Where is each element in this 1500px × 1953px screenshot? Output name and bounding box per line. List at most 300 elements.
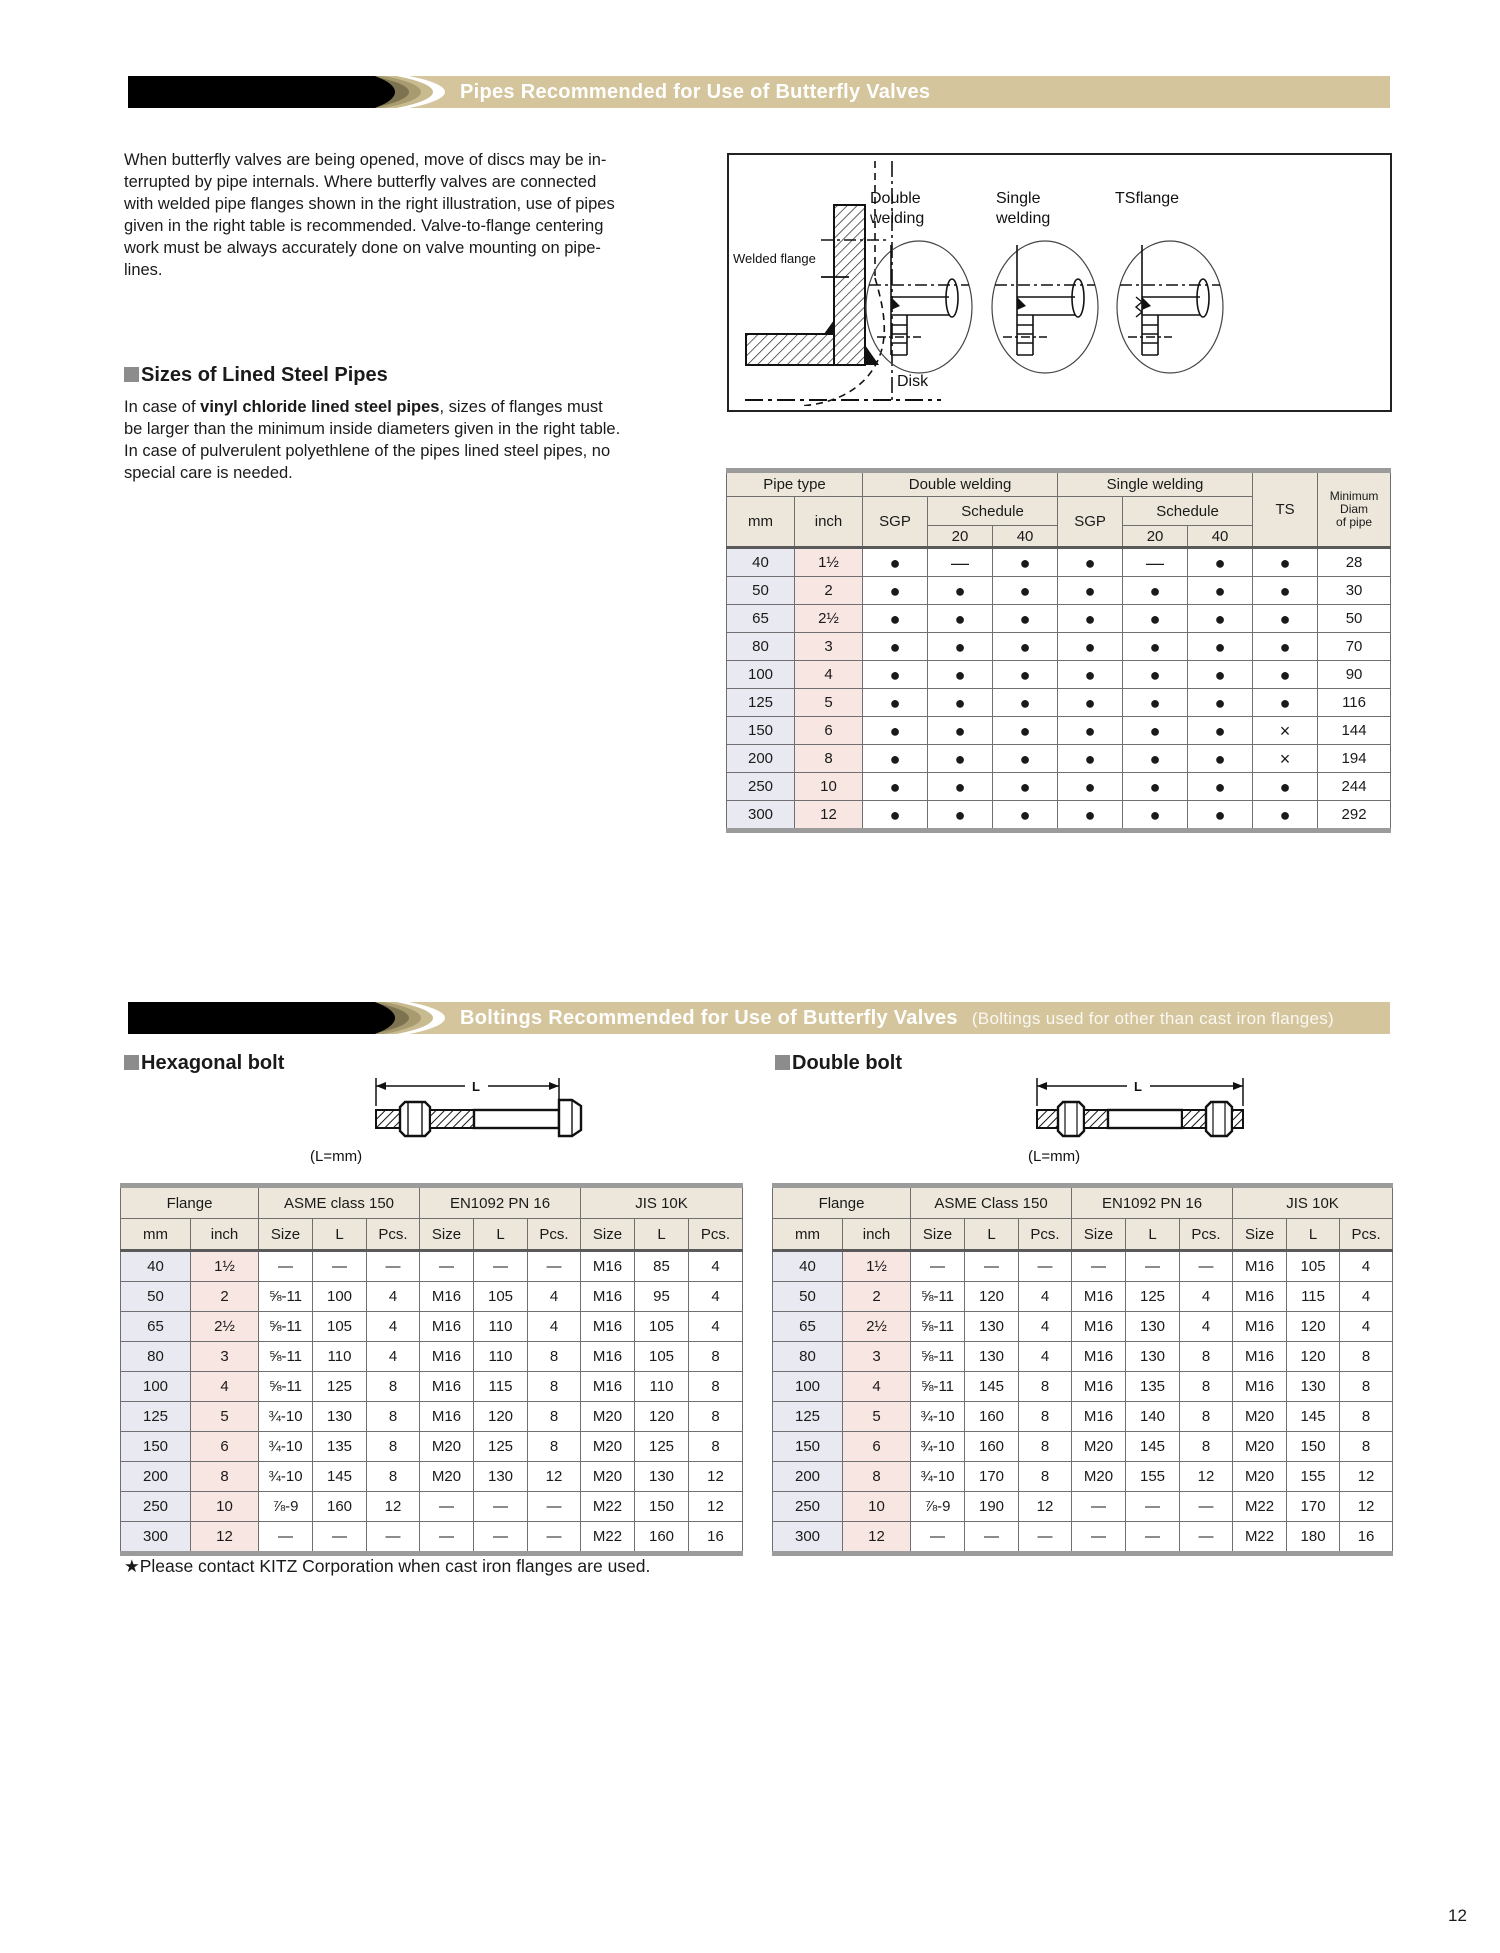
table-cell: ● — [1188, 548, 1253, 577]
paragraph-line: work must be always accurately done on valve mounting on pipe- — [124, 239, 601, 257]
double-welding-label: welding — [870, 210, 925, 227]
table-cell: — — [1123, 548, 1188, 577]
table-cell: 150 — [727, 717, 795, 745]
table-cell: 150 — [121, 1432, 191, 1462]
table-cell: — — [911, 1522, 965, 1554]
table-cell: 16 — [1340, 1522, 1393, 1554]
table-cell: 50 — [121, 1282, 191, 1312]
col-header-pcs: Pcs. — [1340, 1219, 1393, 1251]
table-cell: ● — [863, 633, 928, 661]
table-cell: 10 — [795, 773, 863, 801]
table-cell: — — [965, 1522, 1019, 1554]
table-cell: 4 — [1180, 1312, 1233, 1342]
table-cell: 155 — [1126, 1462, 1180, 1492]
table-cell: 300 — [773, 1522, 843, 1554]
table-row — [121, 1432, 743, 1462]
table-cell: M16 — [420, 1342, 474, 1372]
heading-text: Double bolt — [792, 1052, 902, 1074]
table-cell: 4 — [1180, 1282, 1233, 1312]
col-header-size: Size — [1072, 1219, 1126, 1251]
table-cell: 80 — [773, 1342, 843, 1372]
col-header-min-diam: Minimum Diam of pipe — [1318, 471, 1391, 548]
table-cell: ● — [1123, 633, 1188, 661]
col-header-mm: mm — [121, 1219, 191, 1251]
table-cell: ● — [1188, 717, 1253, 745]
table-cell: ● — [1188, 745, 1253, 773]
table-cell: 115 — [474, 1372, 528, 1402]
table-row — [773, 1432, 1393, 1462]
table-cell: — — [367, 1251, 420, 1282]
table-cell: 8 — [528, 1342, 581, 1372]
table-cell: 4 — [528, 1312, 581, 1342]
table-cell: 30 — [1318, 577, 1391, 605]
table-cell: ● — [928, 717, 993, 745]
table-cell: 5 — [843, 1402, 911, 1432]
col-header-asme: ASME class 150 — [259, 1186, 420, 1219]
table-cell: 3 — [843, 1342, 911, 1372]
table-cell: 120 — [1287, 1312, 1340, 1342]
table-cell: ● — [1188, 605, 1253, 633]
table-cell: 130 — [1126, 1312, 1180, 1342]
table-cell: ● — [1123, 661, 1188, 689]
table-cell: 170 — [1287, 1492, 1340, 1522]
table-cell: 145 — [965, 1372, 1019, 1402]
paragraph-line: given in the right table is recommended. Valve-to-flange centering — [124, 217, 604, 235]
table-row — [121, 1342, 743, 1372]
paragraph-line: When butterfly valves are being opened, move of discs may be in- — [124, 151, 607, 169]
col-header-sgp: SGP — [863, 497, 928, 548]
table-cell: 4 — [689, 1312, 743, 1342]
col-header-l: L — [474, 1219, 528, 1251]
table-cell: ● — [993, 801, 1058, 831]
table-cell: 100 — [773, 1372, 843, 1402]
table-cell: ● — [863, 801, 928, 831]
table-cell: ● — [1058, 689, 1123, 717]
col-header-20: 20 — [928, 526, 993, 548]
dim-label: L — [472, 1079, 480, 1094]
table-cell: 4 — [1019, 1312, 1072, 1342]
col-header-l: L — [965, 1219, 1019, 1251]
table-cell: ● — [993, 745, 1058, 773]
paragraph-line: lines. — [124, 261, 163, 279]
single-welding-circle — [992, 241, 1098, 373]
table-cell: 120 — [635, 1402, 689, 1432]
table-cell: M16 — [1233, 1282, 1287, 1312]
table-cell: 120 — [1287, 1342, 1340, 1372]
table-cell: ● — [1188, 577, 1253, 605]
table-cell: ⅝-11 — [259, 1372, 313, 1402]
table-row — [773, 1522, 1393, 1554]
table-cell: 115 — [1287, 1282, 1340, 1312]
table-cell: M16 — [1072, 1312, 1126, 1342]
table-cell: 116 — [1318, 689, 1391, 717]
table-cell: — — [420, 1251, 474, 1282]
table-row — [121, 1462, 743, 1492]
banner-boltings-section — [128, 1002, 1390, 1034]
pipes-table — [726, 468, 1391, 833]
table-cell: — — [1180, 1522, 1233, 1554]
table-cell: 145 — [1287, 1402, 1340, 1432]
table-cell: 150 — [1287, 1432, 1340, 1462]
table-cell: ● — [993, 548, 1058, 577]
col-header-inch: inch — [843, 1219, 911, 1251]
col-header-mm: mm — [773, 1219, 843, 1251]
table-cell: 3 — [191, 1342, 259, 1372]
col-header-pipe-type: Pipe type — [727, 471, 863, 497]
table-cell: 130 — [474, 1462, 528, 1492]
double-welding-label: Double — [870, 190, 921, 207]
table-cell: M20 — [581, 1462, 635, 1492]
hexagonal-bolt-table — [120, 1183, 743, 1556]
pipes-table-container — [726, 468, 1391, 833]
table-cell: ⅝-11 — [259, 1342, 313, 1372]
table-cell: M20 — [1072, 1462, 1126, 1492]
hexagonal-bolt-diagram — [368, 1076, 584, 1148]
table-cell: — — [528, 1522, 581, 1554]
table-cell: M20 — [1233, 1462, 1287, 1492]
table-cell: 194 — [1318, 745, 1391, 773]
table-cell: — — [474, 1251, 528, 1282]
table-cell: 125 — [635, 1432, 689, 1462]
table-cell: M22 — [1233, 1492, 1287, 1522]
col-header-20: 20 — [1123, 526, 1188, 548]
table-cell: M16 — [1233, 1312, 1287, 1342]
single-welding-label: welding — [996, 210, 1051, 227]
footnote: ★Please contact KITZ Corporation when cast iron flanges are used. — [124, 1556, 651, 1576]
table-row — [773, 1282, 1393, 1312]
table-cell: 65 — [773, 1312, 843, 1342]
table-cell: 8 — [1180, 1402, 1233, 1432]
table-cell: 1½ — [191, 1251, 259, 1282]
table-row — [727, 717, 1391, 745]
table-cell: M16 — [581, 1342, 635, 1372]
col-header-pcs: Pcs. — [528, 1219, 581, 1251]
col-header-size: Size — [1233, 1219, 1287, 1251]
table-cell: 28 — [1318, 548, 1391, 577]
table-row — [727, 773, 1391, 801]
table-cell: 12 — [843, 1522, 911, 1554]
table-cell: ● — [1123, 689, 1188, 717]
table-cell: 1½ — [843, 1251, 911, 1282]
table-cell: — — [367, 1522, 420, 1554]
dim-label: L — [1134, 1079, 1142, 1094]
table-cell: 130 — [965, 1342, 1019, 1372]
table-cell: ● — [1123, 717, 1188, 745]
table-cell: ● — [1123, 773, 1188, 801]
table-cell: 12 — [367, 1492, 420, 1522]
unit-note: (L=mm) — [310, 1148, 363, 1165]
col-header-40: 40 — [993, 526, 1058, 548]
heading-double-bolt — [775, 1052, 902, 1075]
table-cell: 12 — [1340, 1462, 1393, 1492]
table-cell: 8 — [689, 1402, 743, 1432]
table-cell: 8 — [1019, 1462, 1072, 1492]
table-cell: M16 — [1072, 1402, 1126, 1432]
double-bolt-diagram — [1030, 1076, 1246, 1148]
table-cell: ¾-10 — [259, 1462, 313, 1492]
table-cell: ● — [1253, 661, 1318, 689]
table-cell: M22 — [581, 1492, 635, 1522]
table-cell: 6 — [843, 1432, 911, 1462]
col-header-l: L — [1287, 1219, 1340, 1251]
col-header-l: L — [1126, 1219, 1180, 1251]
double-bolt-table — [772, 1183, 1393, 1556]
table-cell: 144 — [1318, 717, 1391, 745]
table-cell: 1½ — [795, 548, 863, 577]
table-cell: — — [1126, 1251, 1180, 1282]
table-cell: 105 — [635, 1342, 689, 1372]
table-cell: M20 — [581, 1432, 635, 1462]
table-cell: 2½ — [191, 1312, 259, 1342]
table-cell: ● — [928, 773, 993, 801]
table-row — [727, 633, 1391, 661]
table-cell: 110 — [474, 1312, 528, 1342]
table-cell: × — [1253, 717, 1318, 745]
table-cell: 130 — [1287, 1372, 1340, 1402]
table-cell: 8 — [367, 1432, 420, 1462]
table-cell: 130 — [635, 1462, 689, 1492]
table-cell: 250 — [773, 1492, 843, 1522]
table-cell: ● — [1253, 605, 1318, 633]
table-row — [121, 1312, 743, 1342]
table-cell: 125 — [773, 1402, 843, 1432]
table-cell: ● — [928, 745, 993, 773]
table-cell: — — [474, 1492, 528, 1522]
table-cell: 4 — [843, 1372, 911, 1402]
table-cell: ● — [1188, 689, 1253, 717]
table-cell: ● — [1188, 633, 1253, 661]
table-cell: 130 — [1126, 1342, 1180, 1372]
col-header-double-welding: Double welding — [863, 471, 1058, 497]
square-bullet-icon — [775, 1055, 790, 1070]
unit-note: (L=mm) — [1028, 1148, 1081, 1165]
table-cell: 292 — [1318, 801, 1391, 831]
col-header-size: Size — [420, 1219, 474, 1251]
table-cell: ● — [1253, 801, 1318, 831]
table-cell: ● — [863, 717, 928, 745]
table-cell: 8 — [1019, 1372, 1072, 1402]
table-row — [727, 801, 1391, 831]
table-cell: — — [1126, 1492, 1180, 1522]
table-cell: M22 — [1233, 1522, 1287, 1554]
table-cell: — — [474, 1522, 528, 1554]
table-cell: ● — [1253, 548, 1318, 577]
table-cell: ● — [1188, 661, 1253, 689]
table-cell: 8 — [528, 1372, 581, 1402]
table-cell: 12 — [528, 1462, 581, 1492]
col-header-single-welding: Single welding — [1058, 471, 1253, 497]
table-row — [121, 1402, 743, 1432]
table-cell: — — [928, 548, 993, 577]
table-cell: 4 — [191, 1372, 259, 1402]
table-cell: 105 — [313, 1312, 367, 1342]
table-cell: 250 — [727, 773, 795, 801]
table-cell: 4 — [1019, 1342, 1072, 1372]
table-row — [773, 1492, 1393, 1522]
table-cell: 145 — [1126, 1432, 1180, 1462]
paragraph-line: terrupted by pipe internals. Where butterfly valves are connected — [124, 173, 597, 191]
table-cell: 12 — [689, 1462, 743, 1492]
table-cell: 10 — [191, 1492, 259, 1522]
table-cell: M16 — [1072, 1342, 1126, 1372]
square-bullet-icon — [124, 1055, 139, 1070]
table-row — [727, 577, 1391, 605]
table-row — [727, 689, 1391, 717]
banner-subtitle: (Boltings used for other than cast iron flanges) — [971, 1009, 1334, 1028]
table-cell: 4 — [1019, 1282, 1072, 1312]
table-cell: 125 — [1126, 1282, 1180, 1312]
table-cell: 110 — [313, 1342, 367, 1372]
table-cell: 50 — [1318, 605, 1391, 633]
table-cell: 4 — [367, 1312, 420, 1342]
table-row — [727, 745, 1391, 773]
table-cell: 170 — [965, 1462, 1019, 1492]
table-cell: 110 — [474, 1342, 528, 1372]
col-header-sgp: SGP — [1058, 497, 1123, 548]
table-cell: M16 — [420, 1282, 474, 1312]
table-cell: 8 — [1180, 1432, 1233, 1462]
table-cell: 160 — [313, 1492, 367, 1522]
table-row — [727, 548, 1391, 577]
table-cell: ● — [1188, 801, 1253, 831]
table-cell: 4 — [689, 1282, 743, 1312]
table-cell: ● — [1058, 661, 1123, 689]
table-cell: 8 — [367, 1402, 420, 1432]
col-header-inch: inch — [795, 497, 863, 548]
col-header-en1092: EN1092 PN 16 — [1072, 1186, 1233, 1219]
table-cell: 12 — [795, 801, 863, 831]
table-cell: 244 — [1318, 773, 1391, 801]
table-cell: 6 — [795, 717, 863, 745]
table-cell: ● — [993, 577, 1058, 605]
table-cell: 125 — [474, 1432, 528, 1462]
table-cell: — — [420, 1492, 474, 1522]
table-cell: ⅝-11 — [259, 1312, 313, 1342]
table-cell: M16 — [1233, 1342, 1287, 1372]
table-cell: 8 — [1340, 1342, 1393, 1372]
table-cell: 160 — [635, 1522, 689, 1554]
col-header-pcs: Pcs. — [1180, 1219, 1233, 1251]
table-cell: — — [1180, 1251, 1233, 1282]
table-cell: M16 — [1072, 1372, 1126, 1402]
table-cell: ¾-10 — [911, 1432, 965, 1462]
table-cell: 2½ — [843, 1312, 911, 1342]
table-cell: 150 — [635, 1492, 689, 1522]
table-cell: 8 — [1019, 1402, 1072, 1432]
table-cell: 8 — [1180, 1342, 1233, 1372]
table-cell: 4 — [1340, 1251, 1393, 1282]
table-cell: — — [1072, 1492, 1126, 1522]
col-header-en1092: EN1092 PN 16 — [420, 1186, 581, 1219]
table-cell: 85 — [635, 1251, 689, 1282]
table-cell: 16 — [689, 1522, 743, 1554]
hexagonal-bolt-table-container — [120, 1183, 743, 1556]
col-header-ts: TS — [1253, 471, 1318, 548]
table-cell: — — [1019, 1251, 1072, 1282]
table-cell: ● — [928, 689, 993, 717]
table-cell: M20 — [581, 1402, 635, 1432]
table-cell: 40 — [773, 1251, 843, 1282]
table-cell: M20 — [420, 1432, 474, 1462]
heading-sizes-of-lined-steel-pipes — [124, 364, 388, 387]
table-cell: ● — [1058, 633, 1123, 661]
table-cell: 2 — [191, 1282, 259, 1312]
col-header-inch: inch — [191, 1219, 259, 1251]
table-cell: M22 — [581, 1522, 635, 1554]
table-cell: ● — [1123, 801, 1188, 831]
table-cell: M20 — [1072, 1432, 1126, 1462]
col-header-pcs: Pcs. — [367, 1219, 420, 1251]
table-cell: 12 — [689, 1492, 743, 1522]
table-cell: M16 — [1233, 1251, 1287, 1282]
table-cell: — — [313, 1251, 367, 1282]
table-cell: 8 — [795, 745, 863, 773]
table-cell: 300 — [727, 801, 795, 831]
table-cell: 160 — [965, 1402, 1019, 1432]
table-cell: ● — [928, 801, 993, 831]
table-cell: ⅝-11 — [911, 1372, 965, 1402]
table-cell: ● — [863, 661, 928, 689]
table-cell: ● — [993, 717, 1058, 745]
table-cell: ● — [863, 689, 928, 717]
table-cell: M16 — [420, 1402, 474, 1432]
table-cell: 125 — [313, 1372, 367, 1402]
col-header-size: Size — [581, 1219, 635, 1251]
paragraph-line: with welded pipe flanges shown in the right illustration, use of pipes — [124, 195, 615, 213]
col-header-mm: mm — [727, 497, 795, 548]
table-cell: ⅞-9 — [911, 1492, 965, 1522]
disk-label: Disk — [897, 373, 929, 390]
table-cell: — — [528, 1492, 581, 1522]
table-cell: 40 — [727, 548, 795, 577]
single-welding-label: Single — [996, 190, 1041, 207]
table-cell: ● — [1058, 605, 1123, 633]
table-cell: M16 — [581, 1251, 635, 1282]
table-cell: 4 — [367, 1342, 420, 1372]
table-row — [773, 1342, 1393, 1372]
table-cell: 105 — [1287, 1251, 1340, 1282]
table-cell: 8 — [528, 1432, 581, 1462]
table-cell: 8 — [843, 1462, 911, 1492]
table-cell: 100 — [121, 1372, 191, 1402]
table-cell: M16 — [420, 1372, 474, 1402]
table-cell: 180 — [1287, 1522, 1340, 1554]
tsflange-label: TSflange — [1115, 190, 1180, 207]
table-cell: 50 — [773, 1282, 843, 1312]
heading-hexagonal-bolt — [124, 1052, 284, 1075]
col-header-asme: ASME Class 150 — [911, 1186, 1072, 1219]
col-header-schedule: Schedule — [1123, 497, 1253, 526]
table-cell: ● — [928, 661, 993, 689]
tsflange-circle — [1117, 241, 1223, 373]
table-cell: ⅝-11 — [911, 1282, 965, 1312]
welded-flange-label: Welded flange — [733, 251, 816, 266]
col-header-flange: Flange — [773, 1186, 911, 1219]
table-cell: ¾-10 — [259, 1402, 313, 1432]
table-cell: 120 — [474, 1402, 528, 1432]
table-cell: 8 — [1019, 1432, 1072, 1462]
table-cell: M16 — [581, 1282, 635, 1312]
table-cell: ● — [1253, 689, 1318, 717]
table-row — [121, 1522, 743, 1554]
table-cell: 12 — [1340, 1492, 1393, 1522]
table-row — [773, 1462, 1393, 1492]
table-cell: 12 — [191, 1522, 259, 1554]
table-cell: 105 — [635, 1312, 689, 1342]
col-header-40: 40 — [1188, 526, 1253, 548]
table-cell: ¾-10 — [911, 1402, 965, 1432]
table-cell: × — [1253, 745, 1318, 773]
